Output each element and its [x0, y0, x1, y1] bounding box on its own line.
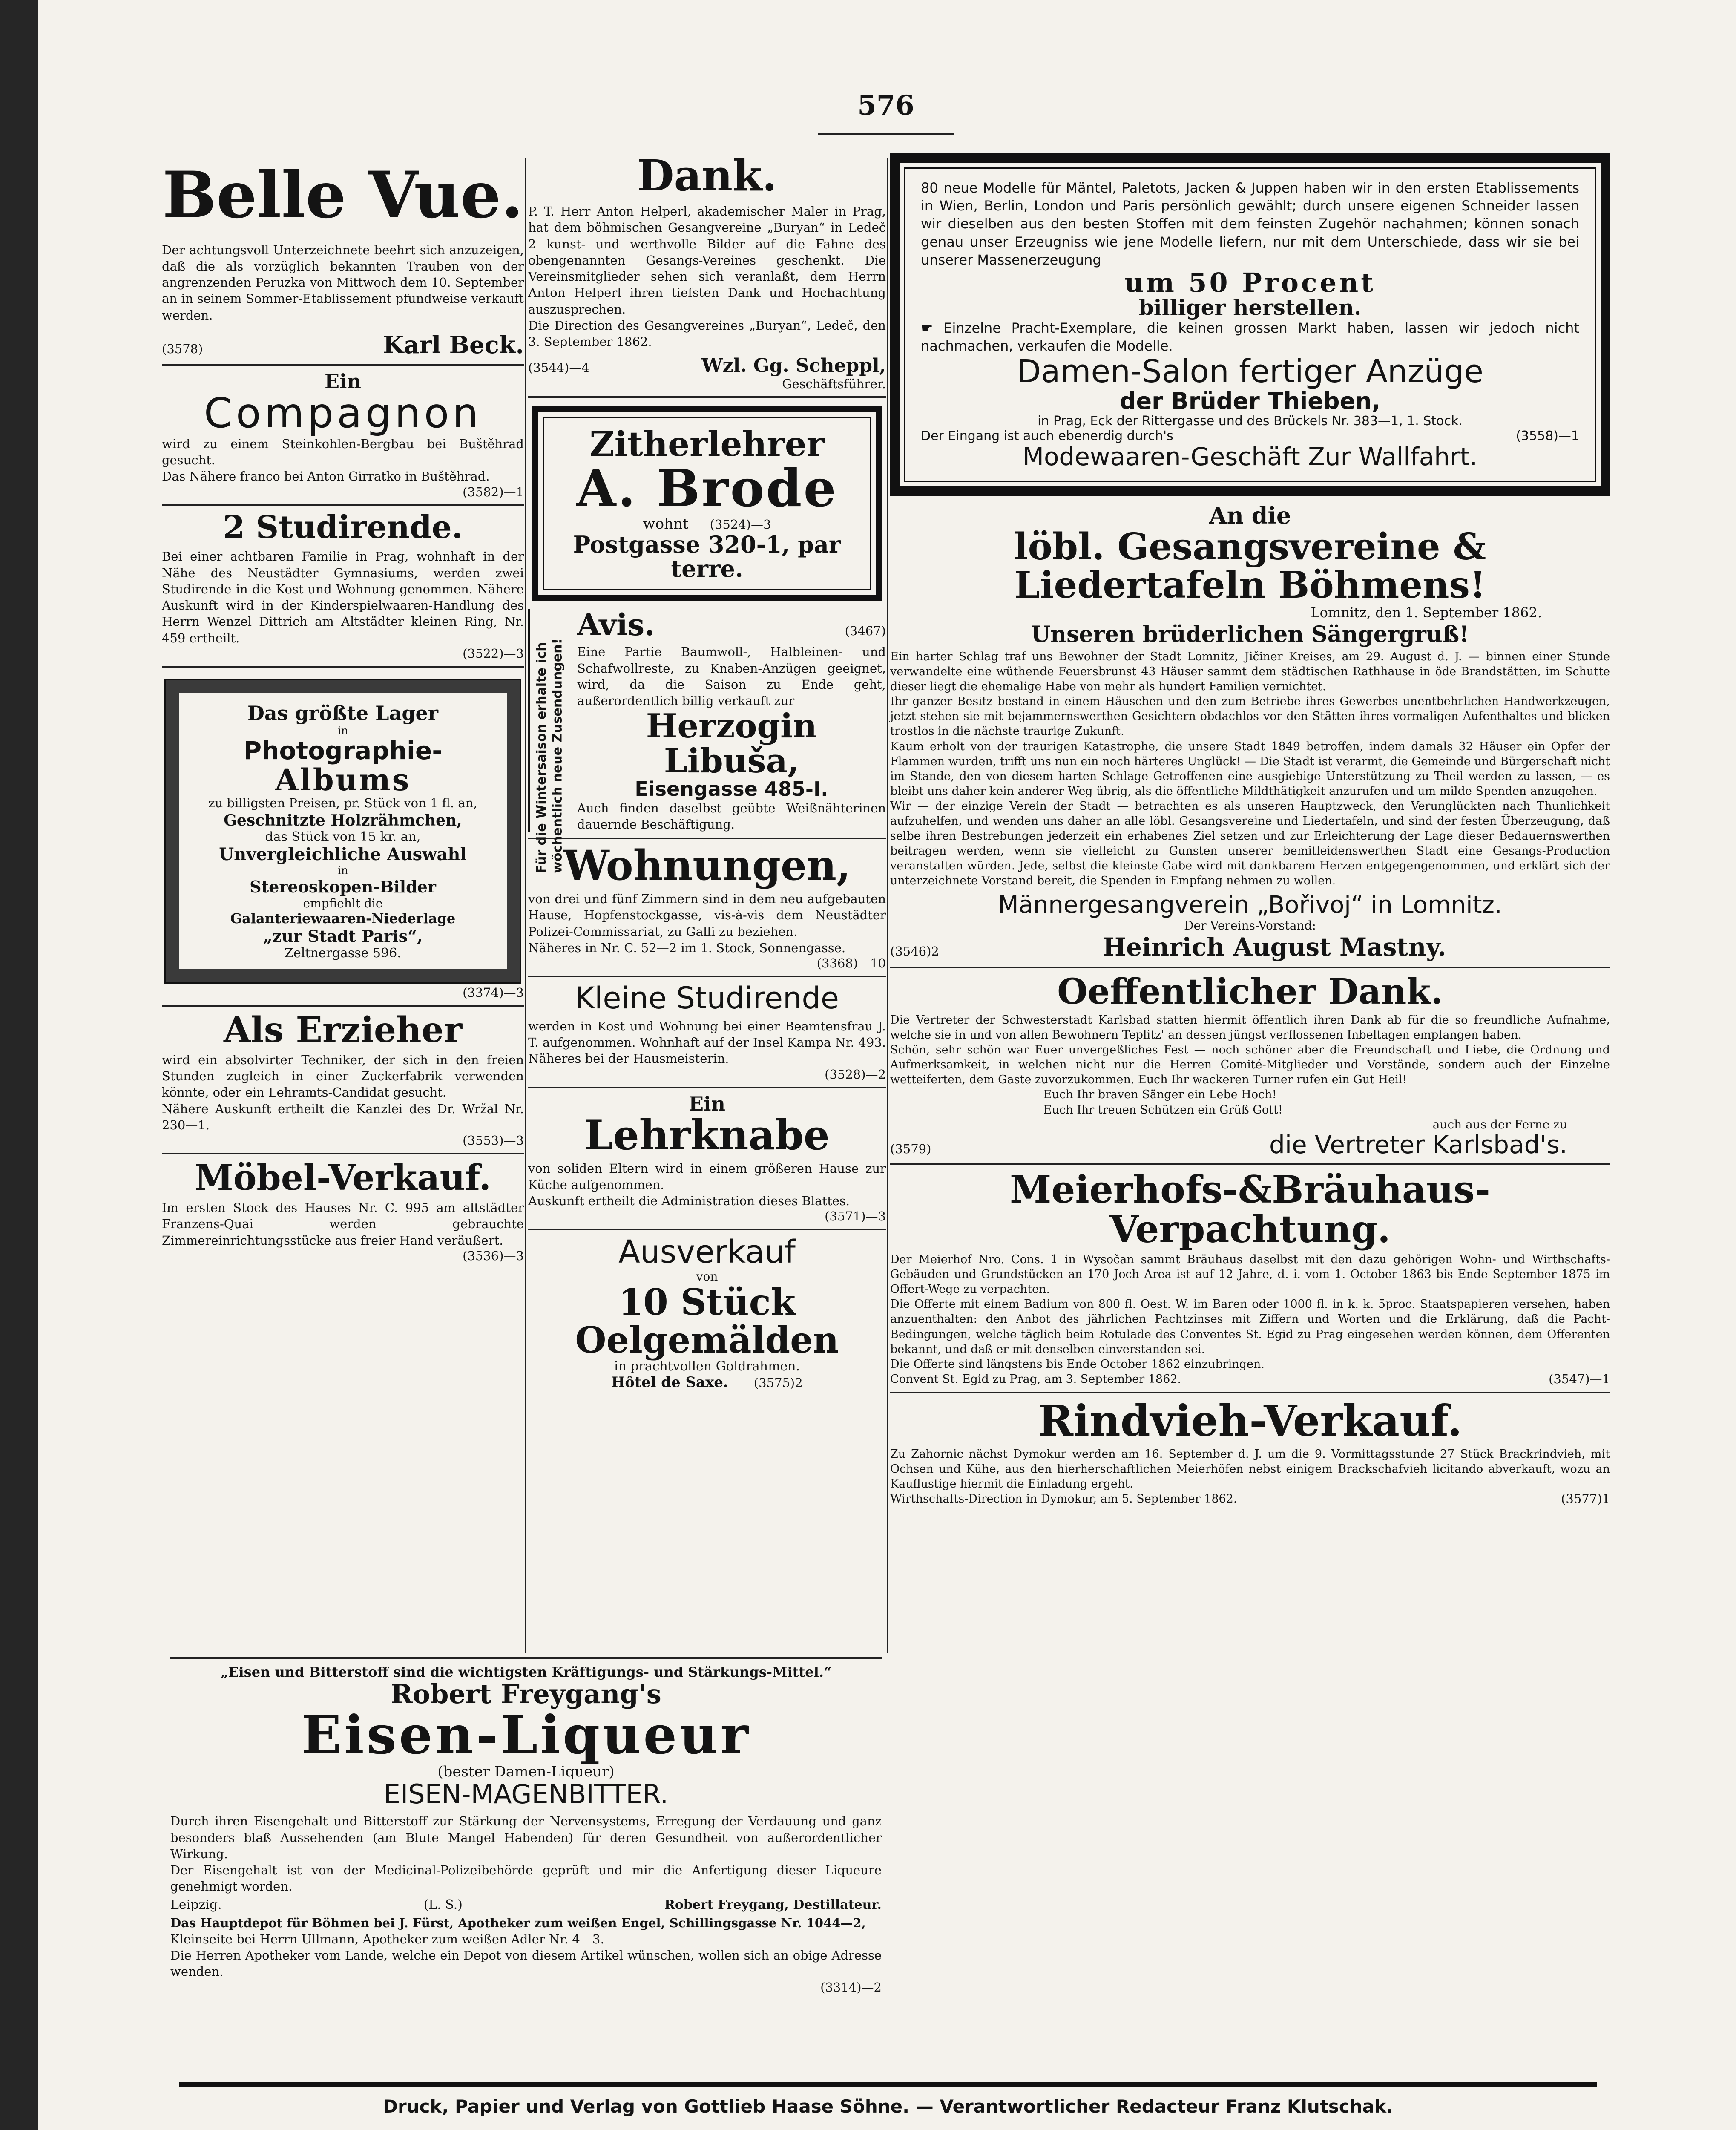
ad-line: „zur Stadt Paris“,	[263, 926, 423, 946]
ad-choirs	[890, 504, 1610, 961]
ad-small-students	[528, 982, 886, 1081]
ad-paragraph: Euch Ihr treuen Schützen ein Grüß Gott!	[1043, 1103, 1283, 1117]
ad-depot-2: Kleinseite bei Herrn Ullmann, Apotheker zum weißen Adler Nr. 4—3.	[170, 1931, 604, 1946]
ad-paragraph: Die Offerte sind längstens bis Ende October 1862 einzubringen.	[890, 1357, 1265, 1371]
divider	[162, 364, 524, 366]
ad-body: P. T. Herr Anton Helperl, akademischer Maler in Prag, hat dem böhmischen Gesangvereine „Buryan“ in Ledeč 2 kunst- und werthvolle Bilder auf die Fahne des obengenannten Gesangs-Vereines geschenkt. Die Vereinsmitglieder sehen sich veranlaßt, dem Herrn Anton Helperl ihren tiefsten Dank und Hochachtung auszusprechen.	[528, 204, 886, 317]
ad-role: Geschäftsführer.	[782, 377, 886, 391]
ad-body: Der achtungsvoll Unterzeichnete beehrt sich anzuzeigen, daß die als vorzüglich bekannten Trauben von der angrenzenden Peruzka von Mittwoch dem 10. September an in seinem Sommer-Etablissement pfundweise verkauft werden.	[162, 242, 524, 322]
ad-maker: Robert Freygang's	[391, 1678, 661, 1710]
divider	[528, 976, 886, 977]
ad-body: wird zu einem Steinkohlen-Bergbau bei Buštěhrad gesucht.	[162, 436, 524, 468]
ad-body-2: Der Eisengehalt ist von der Medicinal-Polizeibehörde geprüft und mir die Anfertigung dieser Liqueure genehmigt worden.	[170, 1863, 882, 1894]
ad-ref: (3544)—4	[528, 360, 589, 375]
ad-pre-title: Ein	[689, 1092, 725, 1115]
ad-address: Postgasse 320-1, par terre.	[573, 531, 841, 583]
ad-line: Stereoskopen-Bilder	[250, 877, 436, 896]
ad-society: Männergesangverein „Bořivoj“ in Lomnitz.	[998, 891, 1502, 919]
scan-margin	[0, 0, 38, 2130]
page-number-rule	[818, 133, 954, 135]
ad-ref: (3558)—1	[1516, 429, 1579, 444]
column-right	[890, 153, 1610, 1506]
ad-place: Convent St. Egid zu Prag, am 3. September 1862.	[890, 1372, 1181, 1386]
ad-paragraph: auch aus der Ferne zu	[1432, 1117, 1567, 1131]
ad-line: Der Eingang ist auch ebenerdig durch's	[921, 429, 1173, 444]
ad-line: Galanteriewaaren-Niederlage	[230, 910, 456, 927]
ad-ref: (3577)1	[1561, 1491, 1610, 1506]
ad-line: Zeltnergasse 596.	[285, 945, 401, 961]
divider	[890, 1392, 1610, 1393]
ad-title: Kleine Studirende	[575, 981, 839, 1016]
ad-ref: (3579)	[890, 1141, 931, 1156]
divider	[528, 1087, 886, 1088]
ad-ref: (3528)—2	[825, 1067, 886, 1082]
ad-place: Leipzig.	[170, 1897, 222, 1912]
divider	[162, 666, 524, 668]
ad-ref: (3578)	[162, 341, 203, 356]
ad-title: löbl. Gesangsvereine & Liedertafeln Böhmens!	[1014, 525, 1486, 607]
imprint: Druck, Papier und Verlag von Gottlieb Haase Söhne. — Verantwortlicher Redacteur Franz Klutschak.	[383, 2096, 1393, 2117]
ad-body: werden in Kost und Wohnung bei einer Beamtensfrau J. T. aufgenommen. Wohnhaft auf der Insel Kampa Nr. 493. Näheres bei der Hausmeisterin.	[528, 1019, 886, 1066]
ad-title: Avis.	[577, 607, 655, 642]
column-rule	[887, 158, 888, 1653]
ad-date: Lomnitz, den 1. September 1862.	[1311, 604, 1542, 621]
divider	[890, 967, 1610, 968]
ad-ref: (3553)—3	[463, 1133, 524, 1148]
divider	[162, 1153, 524, 1154]
ad-line: in	[337, 724, 348, 737]
ad-intro: „Eisen und Bitterstoff sind die wichtigsten Kräftigungs- und Stärkungs-Mittel.“	[220, 1664, 832, 1680]
ad-body: Im ersten Stock des Hauses Nr. C. 995 am altstädter Franzens-Quai werden gebrauchte Zimmereinrichtungsstücke aus freier Hand veräußert.	[162, 1200, 524, 1248]
ad-body: wird ein absolvirter Techniker, der sich in den freien Stunden zugleich in einer Zuckerfabrik verwenden könnte, oder ein Lehramts-Candidat gesucht.	[162, 1052, 524, 1100]
ad-body: 80 neue Modelle für Mäntel, Paletots, Jacken & Juppen haben wir in den ersten Etablissements in Wien, Berlin, London und Paris persönlich gewählt; durch unsere eigenen Schneider lassen wir dieselben aus den besten Stoffen mit dem feinsten Zugehör nachahmen; können sonach genau unser Erzeugniss wie jene Modelle liefern, nur mit dem Unterschiede, dass wir sie bei unserer Massenerzeugung	[921, 180, 1579, 268]
ad-address: in Prag, Eck der Rittergasse und des Brückels Nr. 383—1, 1. Stock.	[1038, 414, 1463, 429]
ad-zither-frame	[532, 406, 882, 600]
ad-ref: (3575)2	[753, 1375, 803, 1390]
divider	[528, 396, 886, 398]
ad-paragraph: Schön, sehr schön war Euer unvergeßliches Fest — noch schöner aber die Freundschaft und Liebe, die Ordnung und Aufmerksamkeit, in welchen nicht nur die Herren Comité-Mitglieder und Vorstände, sondern auch der Einzelne wetteiferten, dem Gaste zuvorzukommen. Euch Ihr wackeren Turner rufen ein Gut Heil!	[890, 1043, 1610, 1087]
ad-signature: Wzl. Gg. Scheppl,	[701, 355, 886, 377]
ad-lease	[890, 1167, 1610, 1387]
ad-ref: (3536)—3	[463, 1249, 524, 1263]
ad-title-2: EISEN-MAGENBITTER.	[383, 1779, 669, 1810]
ad-place: Wirthschafts-Direction in Dymokur, am 5. September 1862.	[890, 1492, 1237, 1506]
ad-salon-frame	[890, 153, 1610, 496]
ad-line: wohnt	[643, 515, 689, 533]
ad-paragraph: Wir — der einzige Verein der Stadt — betrachten es als unseren Hauptzweck, den Verunglückten nach Thunlichkeit aufzuhelfen, und wenden uns daher an alle löbl. Gesangsvereine und Liedertafeln, und sind der festen Überzeugung, daß selbe ihren Bestrebungen jederzeit ein erhabenes Ziel setzen und zur Erleichterung der Lage dieser Bedauernswerthen beitragen werden, wenn sie vielleicht zu Gunsten unserer bemitleidenswerthen Stadt eine Gesangs-Production veranstalten würden. Jede, selbst die kleinste Gabe wird mit dankbarem Herzen entgegengenommen, und erklärt sich der unterzeichnete Vorstand bereit, die Spenden in Empfang nehmen zu wollen.	[890, 799, 1610, 888]
ad-shop: Herzogin Libuša,	[646, 707, 817, 781]
ad-cattle	[890, 1395, 1610, 1506]
ad-apprentice	[528, 1094, 886, 1224]
divider	[170, 1657, 882, 1659]
ad-detail: Nähere Auskunft ertheilt die Kanzlei des Dr. Wržal Nr. 230—1.	[162, 1101, 524, 1132]
divider	[528, 1229, 886, 1230]
ad-note: Auch finden daselbst geübte Weißnähterinen dauernde Beschäftigung.	[577, 800, 886, 832]
ad-title: Rindvieh-Verkauf.	[1038, 1395, 1463, 1446]
ad-line: Geschnitzte Holzrähmchen,	[224, 811, 462, 829]
ad-side-note: Für die Wintersaison erhalte ich wöchentlich neue Zusendungen!	[534, 638, 565, 873]
ad-line: billiger herstellen.	[1138, 295, 1362, 320]
ad-public-thanks	[890, 973, 1610, 1158]
ad-title: Damen-Salon fertiger Anzüge	[1017, 353, 1483, 390]
ad-signature: Robert Freygang, Destillateur.	[664, 1897, 882, 1912]
ad-signature: Heinrich August Mastny.	[1103, 932, 1446, 961]
ad-line: Hôtel de Saxe.	[611, 1373, 728, 1391]
column-middle	[528, 150, 886, 1391]
ad-ref: (3467)	[845, 623, 886, 638]
ad-title: Compagnon	[204, 389, 482, 438]
ad-paragraph: Die Vertreter der Schwesterstadt Karlsbad statten hiermit öffentlich ihren Dank ab für die so freundliche Aufnahme, welche sie in und von allen Bewohnern Teplitz' an dessen jüngst verflossenen Inbeltagen empfangen haben.	[890, 1013, 1610, 1042]
ad-ref: (3522)—3	[463, 646, 524, 661]
divider	[890, 1163, 1610, 1165]
ad-bellevue	[162, 158, 524, 359]
ad-pre-title: An die	[1209, 502, 1291, 530]
ad-pre-title: Ein	[325, 369, 361, 393]
ad-ref: (3368)—10	[816, 956, 886, 971]
ad-ref: (3374)—3	[463, 985, 524, 1000]
ad-title: 2 Studirende.	[223, 509, 463, 546]
divider	[528, 838, 886, 839]
ad-body: von soliden Eltern wird in einem größeren Hause zur Küche aufgenommen.	[528, 1161, 886, 1192]
ad-sale	[528, 1235, 886, 1390]
ad-title: Dank.	[637, 150, 777, 201]
ad-students	[162, 511, 524, 661]
ad-albums-frame	[166, 680, 520, 982]
ad-ref: (3314)—2	[820, 1980, 882, 1995]
ad-title: Als Erzieher	[223, 1009, 463, 1051]
ad-title: Wohnungen,	[563, 841, 851, 890]
ad-line: Zitherlehrer	[589, 424, 825, 464]
column-left	[162, 153, 524, 1263]
ad-address: Eisengasse 485-I.	[635, 777, 828, 801]
ad-paragraph: Ihr ganzer Besitz bestand in einem Häuschen und den zum Betriebe ihres Gewerbes unentbehrlichen Handwerkzeugen, jetzt stehen sie mit bejammernswerthen Gesichtern obdachlos vor den Stätten ihres vormaligen Aufenthaltes und blicken trostlos in die nächste traurige Zukunft.	[890, 695, 1610, 738]
ad-companion	[162, 371, 524, 499]
ad-depot: Das Hauptdepot für Böhmen bei J. Fürst, Apotheker zum weißen Engel, Schillingsgasse Nr. 1044—2,	[170, 1915, 866, 1930]
ad-shop: Modewaaren-Geschäft Zur Wallfahrt.	[1022, 442, 1478, 472]
ad-body: von drei und fünf Zimmern sind in dem neu aufgebauten Hause, Hopfenstockgasse, vis-à-vis dem Neustädter Polizei-Commissariat, zu Galli zu beziehen.	[528, 892, 886, 939]
ad-paragraph: Kaum erholt von der traurigen Katastrophe, die unsere Stadt 1849 betroffen, indem damals 32 Häuser ein Opfer der Flammen wurden, trifft uns nun ein noch härteres Unglück! — Die Stadt ist verarmt, die Gemeinde und Bürgerschaft nicht im Stande, den von diesem harten Schlage Getroffenen eine ausgiebige Unterstützung zu Theil werden zu lassen, — es bleibt uns daher kein anderer Weg übrig, als die öffentliche Mildthätigkeit anzurufen und um milde Spenden anzugehen.	[890, 740, 1610, 798]
ad-title: A. Brode	[576, 458, 838, 519]
ad-line: in prachtvollen Goldrahmen.	[614, 1359, 800, 1374]
ad-note: ☛ Einzelne Pracht-Exemplare, die keinen grossen Markt haben, lassen wir jedoch nicht nachmachen, verkaufen die Modelle.	[921, 320, 1579, 354]
ad-paragraph: Die Offerte mit einem Badium von 800 fl. Oest. W. im Baren oder 1000 fl. in k. k. 5proc. Staatspapieren versehen, haben anzuenthalten: den Anbot des jährlichen Pachtzinses mit Ziffern und Worten und die Erklärung, daß die Pacht-Bedingungen, welche täglich beim Rotulade des Conventes St. Egid zu Prag eingesehen werden können, dem Offerenten bekannt, und daß er mit denselben einverstanden sei.	[890, 1298, 1610, 1356]
ad-place: Die Direction des Gesangvereines „Buryan“, Ledeč, den 3. September 1862.	[528, 318, 886, 349]
ad-line: 10 Stück Oelgemälden	[575, 1281, 839, 1361]
ad-seal: (L. S.)	[423, 1897, 463, 1912]
ad-line: Photographie-	[243, 736, 443, 765]
divider	[162, 504, 524, 506]
ad-subtitle: (bester Damen-Liqueur)	[437, 1763, 615, 1781]
ad-paragraph: Euch Ihr braven Sänger ein Lebe Hoch!	[1043, 1088, 1277, 1102]
ad-role: Der Vereins-Vorstand:	[1184, 918, 1316, 933]
ad-line: in	[337, 864, 348, 877]
ad-detail: Auskunft ertheilt die Administration dieses Blattes.	[528, 1194, 850, 1209]
ad-body: Eine Partie Baumwoll-, Halbleinen- und Schafwollreste, zu Knaben-Anzügen geeignet, wird, da die Saison zu Ende geht, außerordentlich billig verkauft zur	[577, 645, 886, 708]
ad-tutor	[162, 1009, 524, 1148]
ad-title: Eisen-Liqueur	[301, 1704, 751, 1767]
ad-firm: der Brüder Thieben,	[1119, 388, 1381, 415]
ad-ref: (3547)—1	[1549, 1371, 1610, 1386]
ad-line: empfiehlt die	[303, 896, 383, 910]
ad-title: Oeffentlicher Dank.	[1057, 971, 1443, 1012]
ad-ref: (3546)2	[890, 944, 939, 958]
ad-ref: (3524)—3	[710, 517, 771, 532]
ad-signature: die Vertreter Karlsbad's.	[1269, 1130, 1567, 1159]
ad-line: von	[696, 1269, 718, 1284]
ad-title: Belle Vue.	[162, 158, 523, 233]
ad-title: Ausverkauf	[618, 1234, 796, 1271]
ad-line: zu billigsten Preisen, pr. Stück von 1 fl. an,	[208, 796, 477, 810]
column-rule	[525, 158, 526, 1653]
ad-note: Die Herren Apotheker vom Lande, welche ein Depot von diesem Artikel wünschen, wollen sich an obige Adresse wenden.	[170, 1948, 882, 1979]
ad-paragraph: Der Meierhof Nro. Cons. 1 in Wysočan sammt Bräuhaus daselbst mit den dazu gehörigen Wohn- und Wirthschafts-Gebäuden und Grundstücken an 170 Joch Area ist auf 12 Jahre, d. i. vom 1. October 1863 bis Ende September 1875 im Offert-Wege zu verpachten.	[890, 1253, 1610, 1296]
ad-title: Meierhofs-&Bräuhaus-Verpachtung.	[1009, 1167, 1490, 1251]
ad-liqueur	[170, 1657, 882, 1995]
ad-detail: Näheres in Nr. C. 52—2 im 1. Stock, Sonnengasse.	[528, 940, 846, 955]
ad-title: Albums	[275, 762, 411, 797]
ad-line: Unvergleichliche Auswahl	[219, 844, 467, 864]
footer-rule	[179, 2082, 1597, 2087]
ad-highlight: um 50 Procent	[1124, 267, 1376, 299]
divider	[162, 1005, 524, 1007]
ad-greeting: Unseren brüderlichen Sängergruß!	[1031, 622, 1469, 648]
ad-thanks	[528, 150, 886, 391]
ad-ref: (3582)—1	[463, 484, 524, 499]
ad-body: Durch ihren Eisengehalt und Bitterstoff zur Stärkung der Nervensystems, Erregung der Verdauung und ganz besonders blaß Aussehenden (am Blute Mangel Habenden) für deren Gesundheit von außerordentlicher Wirkung.	[170, 1814, 882, 1861]
page-number: 576	[857, 89, 914, 121]
ad-line: das Stück von 15 kr. an,	[265, 829, 421, 844]
ad-detail: Das Nähere franco bei Anton Girratko in Buštěhrad.	[162, 469, 490, 484]
ad-paragraph: Zu Zahornic nächst Dymokur werden am 16. September d. J. um die 9. Vormittagsstunde 27 Stück Brackrindvieh, mit Ochsen und Kühe, aus den hierherschaftlichen Meierhöfen nebst einigem Brackschafvieh licitando abverkauft, wozu an Kauflustige hiermit die Einladung ergeht.	[890, 1447, 1610, 1491]
ad-title: Lehrknabe	[584, 1111, 830, 1159]
ad-body: Bei einer achtbaren Familie in Prag, wohnhaft in der Nähe des Neustädter Gymnasiums, werden zwei Studirende in die Kost und Wohnung genommen. Nähere Auskunft wird in der Kinderspielwaaren-Handlung des Herrn Wenzel Dittrich am Altstädter kleinen Ring, Nr. 459 ertheilt.	[162, 549, 524, 645]
ad-line: Das größte Lager	[247, 701, 438, 725]
ad-flats	[528, 841, 886, 971]
ad-title: Möbel-Verkauf.	[194, 1157, 491, 1199]
ad-ref: (3571)—3	[825, 1209, 886, 1224]
ad-furniture	[162, 1157, 524, 1263]
ad-paragraph: Ein harter Schlag traf uns Bewohner der Stadt Lomnitz, Jičiner Kreises, am 29. August d. J. — binnen einer Stunde verwandelte eine wüthende Feuersbrunst 43 Häuser sammt dem städtischen Rathhause in öde Brandstätten, im Schutte dieser liegt die ehemalige Habe von mehr als hundert Familien vernichtet.	[890, 650, 1610, 694]
ad-signature: Karl Beck.	[383, 331, 524, 359]
